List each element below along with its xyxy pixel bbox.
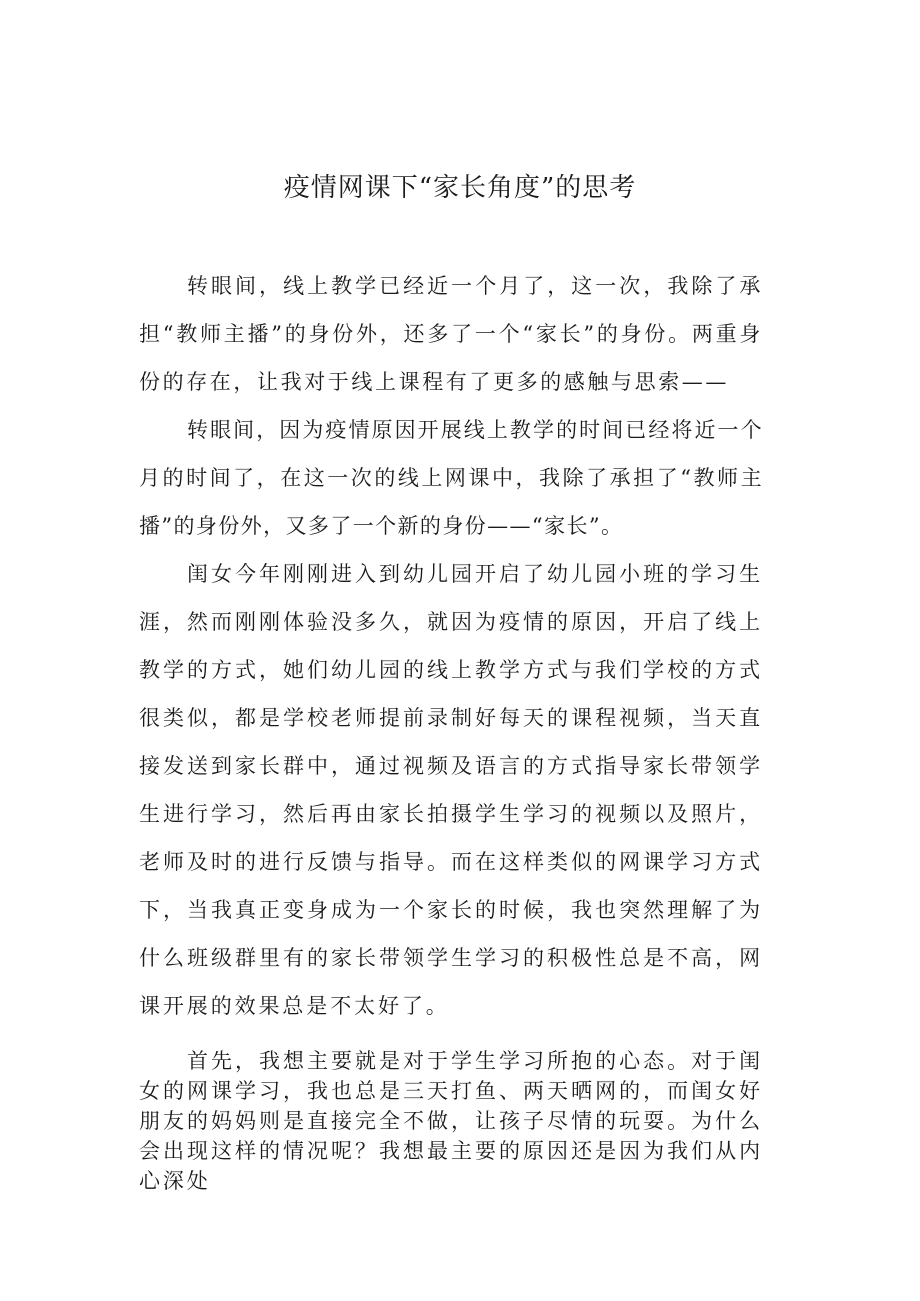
paragraph-4: 首先，我想主要就是对于学生学习所抱的心态。对于闺女的网课学习，我也总是三天打鱼、两天晒网的，而闺女好朋友的妈妈则是直接完全不做，让孩子尽情的玩耍。为什么会出现这样的情况呢？我想最主要的原因还是因为我们从内心深处 (139, 1049, 763, 1193)
paragraph-2: 转眼间，因为疫情原因开展线上教学的时间已经将近一个月的时间了，在这一次的线上网课中，我除了承担了“教师主播”的身份外，又多了一个新的身份——“家长”。 (139, 418, 763, 538)
paragraph-3: 闺女今年刚刚进入到幼儿园开启了幼儿园小班的学习生涯，然而刚刚体验没多久，就因为疫情的原因，开启了线上教学的方式，她们幼儿园的线上教学方式与我们学校的方式很类似，都是学校老师提前录制好每天的课程视频，当天直接发送到家长群中，通过视频及语言的方式指导家长带领学生进行学习，然后再由家长拍摄学生学习的视频以及照片，老师及时的进行反馈与指导。而在这样类似的网课学习方式下，当我真正变身成为一个家长的时候，我也突然理解了为什么班级群里有的家长带领学生学习的积极性总是不高，网课开展的效果总是不太好了。 (139, 562, 763, 1018)
paragraph-1: 转眼间，线上教学已经近一个月了，这一次，我除了承担“教师主播”的身份外，还多了一个“家长”的身份。两重身份的存在，让我对于线上课程有了更多的感触与思索—— (139, 274, 763, 394)
document-title: 疫情网课下“家长角度”的思考 (283, 173, 637, 203)
